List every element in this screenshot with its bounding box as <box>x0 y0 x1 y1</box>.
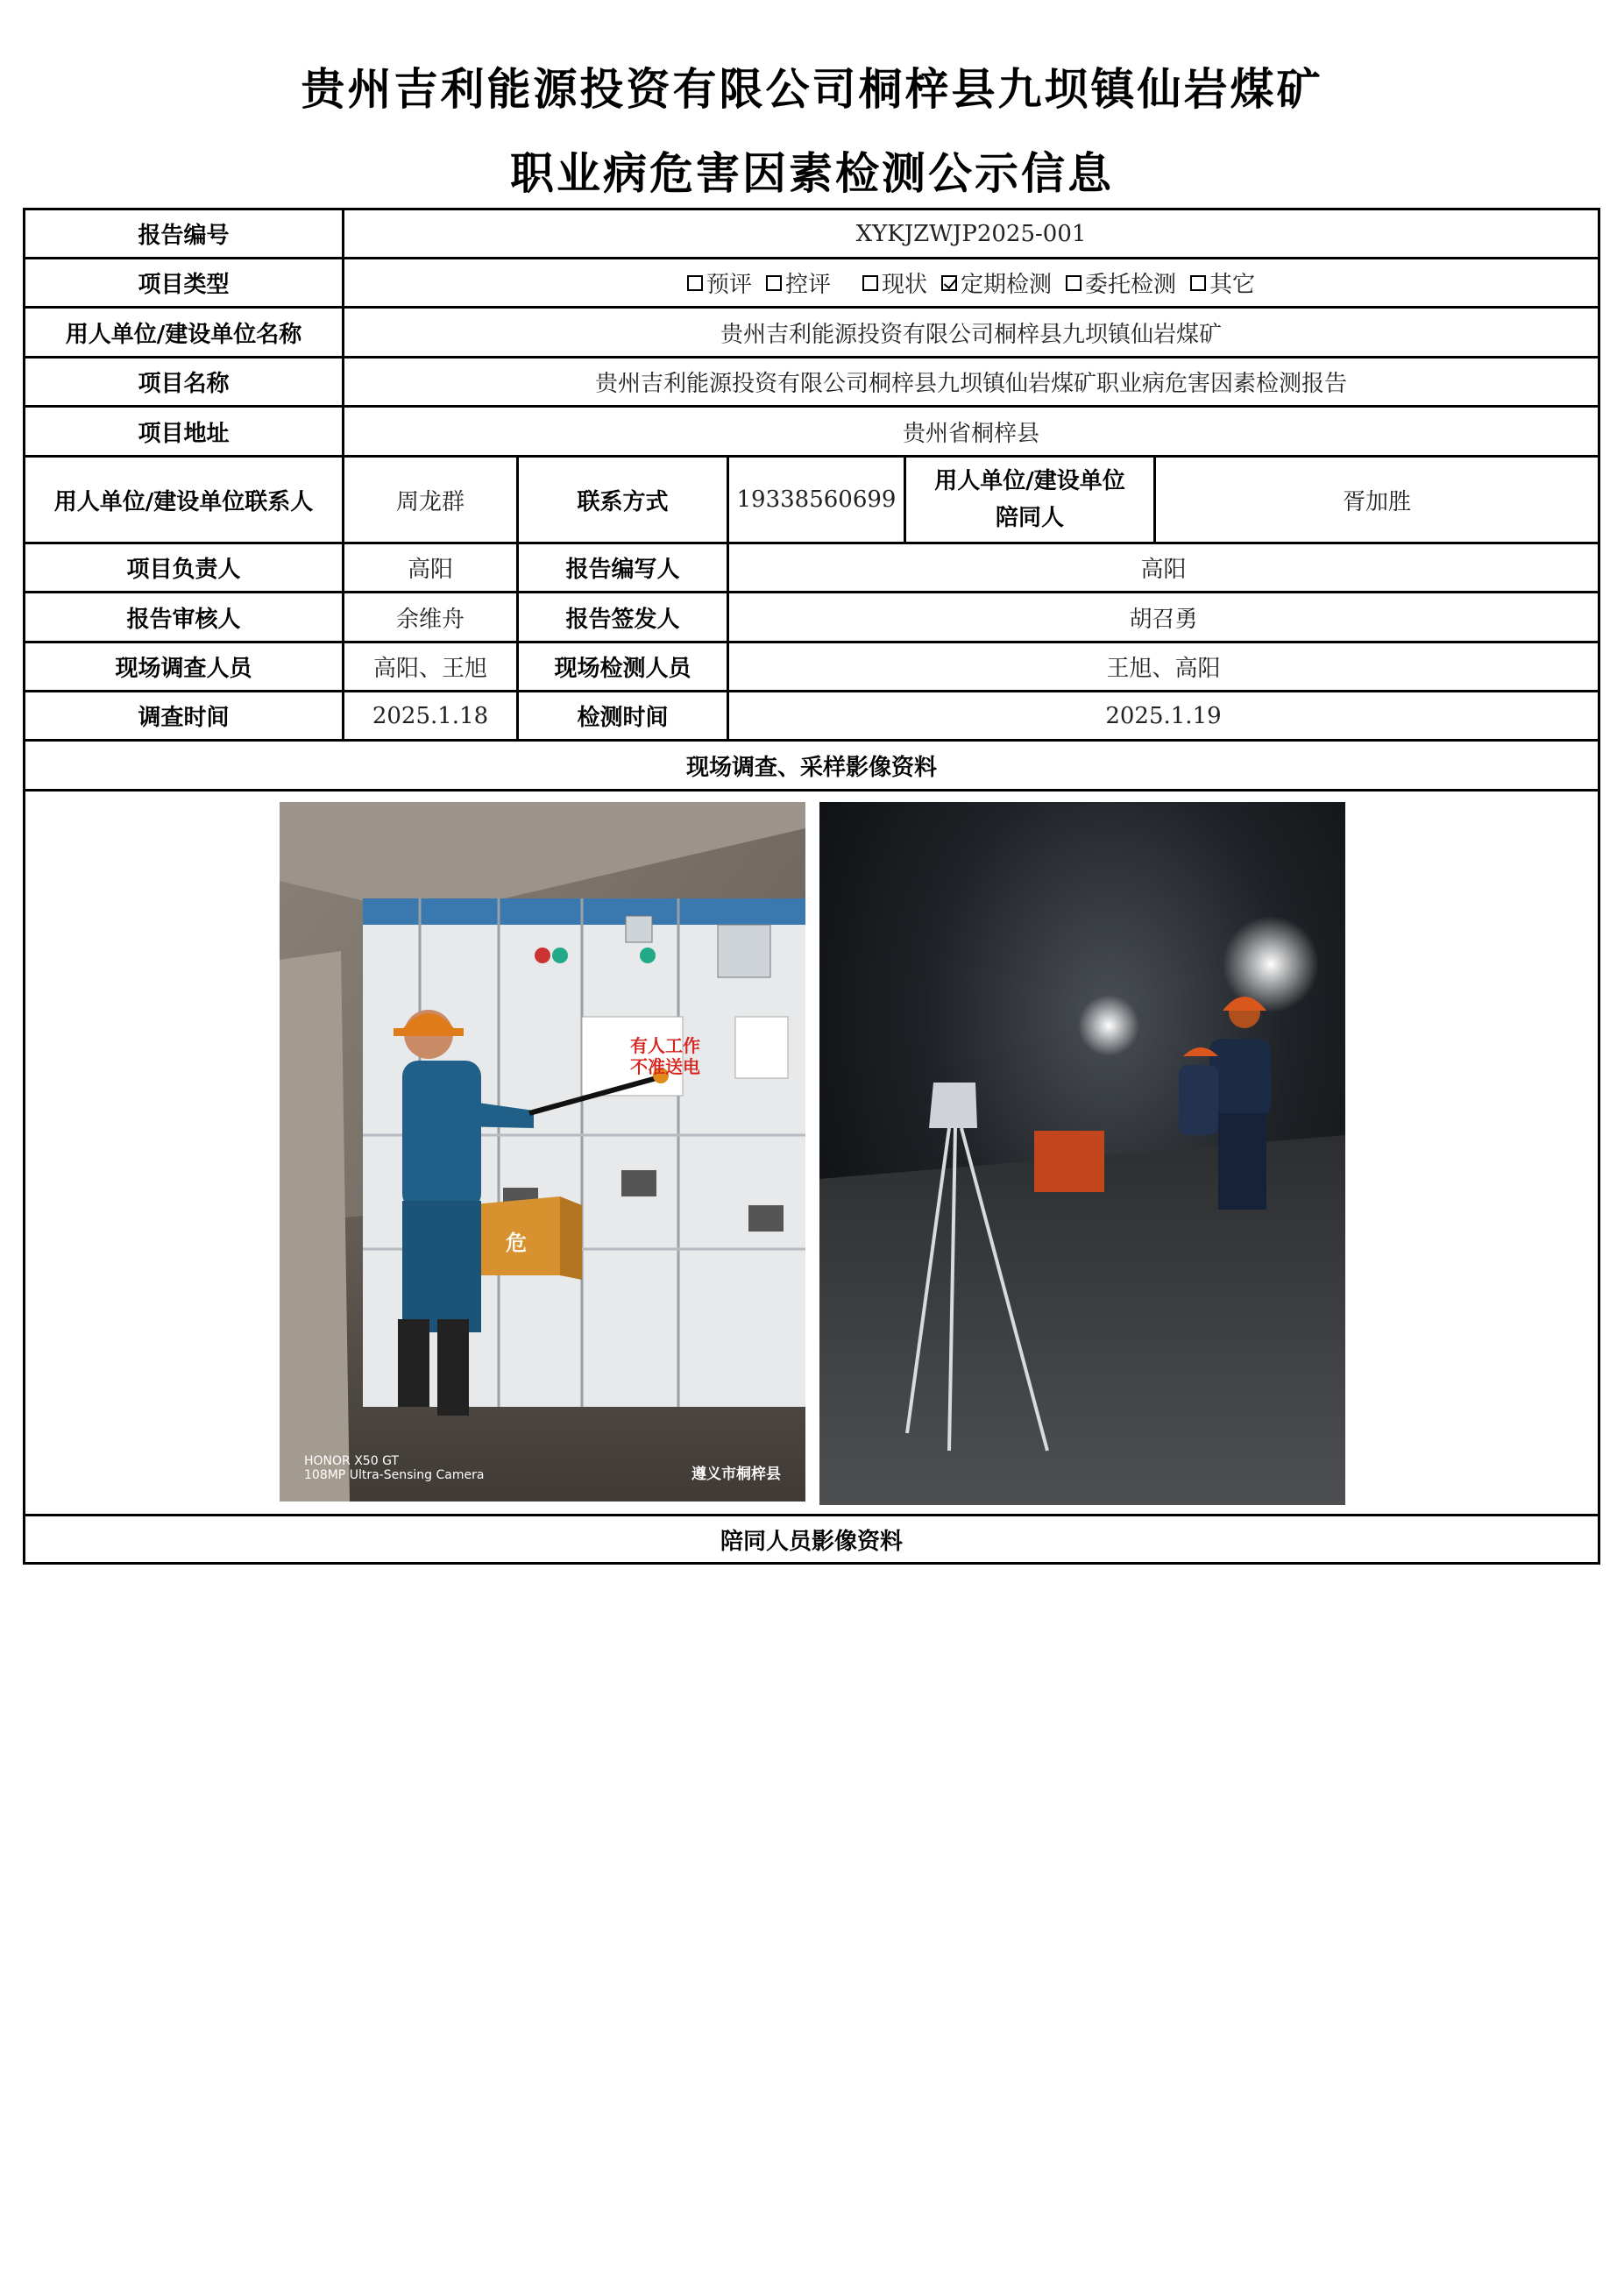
survey-staff-value: 高阳、王旭 <box>372 656 487 682</box>
document-subtitle: 职业病危害因素检测公示信息 <box>510 148 1114 199</box>
project-type-options <box>344 259 1598 306</box>
checkbox-icon <box>1190 275 1206 291</box>
companion-value: 胥加胜 <box>1342 488 1411 515</box>
contact-value: 周龙群 <box>395 488 465 515</box>
project-type-label: 项目类型 <box>138 272 230 298</box>
issuer-value: 胡召勇 <box>1129 606 1198 633</box>
test-date-label: 检测时间 <box>577 705 669 731</box>
report-no-value: XYKJZWJP2025-001 <box>855 220 1087 247</box>
companion-photos-section-title: 陪同人员影像资料 <box>720 1528 903 1555</box>
writer-label: 报告编写人 <box>565 557 680 583</box>
contact-label: 用人单位/建设单位联系人 <box>53 488 314 515</box>
option-control-assessment[interactable]: 控评 <box>766 266 831 299</box>
option-preassessment[interactable]: 预评 <box>687 266 752 299</box>
survey-date-value: 2025.1.18 <box>372 702 489 729</box>
project-address-label: 项目地址 <box>138 420 230 447</box>
survey-staff-label: 现场调查人员 <box>115 656 252 682</box>
project-name-label: 项目名称 <box>138 371 230 397</box>
project-name-value: 贵州吉利能源投资有限公司桐梓县九坝镇仙岩煤矿职业病危害因素检测报告 <box>594 371 1347 397</box>
photos-section-title: 现场调查、采样影像资料 <box>685 754 937 781</box>
warning-sign: 有人工作 不准送电 <box>630 1035 700 1077</box>
camera-watermark: HONOR X50 GT 108MP Ultra-Sensing Camera <box>304 1454 485 1482</box>
electrical-room-illustration <box>280 802 805 1502</box>
option-periodic-testing[interactable]: 定期检测 <box>941 266 1052 299</box>
phone-value: 19338560699 <box>736 486 897 513</box>
checked-checkbox-icon <box>941 275 957 291</box>
report-no-label: 报告编号 <box>138 223 230 249</box>
option-status[interactable]: 现状 <box>862 266 927 299</box>
photo-mine-tunnel <box>819 802 1345 1505</box>
survey-date-label: 调查时间 <box>138 705 230 731</box>
checkbox-icon <box>687 275 703 291</box>
reviewer-value: 余维舟 <box>395 606 465 633</box>
employer-value: 贵州吉利能源投资有限公司桐梓县九坝镇仙岩煤矿 <box>720 321 1222 348</box>
employer-label: 用人单位/建设单位名称 <box>65 321 302 348</box>
mine-tunnel-illustration <box>819 802 1345 1505</box>
option-commissioned-testing[interactable]: 委托检测 <box>1066 266 1176 299</box>
checkbox-icon <box>862 275 878 291</box>
testers-value: 王旭、高阳 <box>1106 656 1221 682</box>
option-other[interactable]: 其它 <box>1190 266 1255 299</box>
issuer-label: 报告签发人 <box>565 606 680 633</box>
reviewer-label: 报告审核人 <box>126 606 241 633</box>
photo-electrical-room <box>280 802 805 1502</box>
info-table <box>23 208 1600 1565</box>
writer-value: 高阳 <box>1140 557 1187 583</box>
test-date-value: 2025.1.19 <box>1105 702 1222 729</box>
document-title: 贵州吉利能源投资有限公司桐梓县九坝镇仙岩煤矿 <box>301 64 1323 115</box>
companion-label: 用人单位/建设单位 陪同人 <box>934 468 1125 531</box>
leader-label: 项目负责人 <box>126 557 241 583</box>
box-marking: 危 <box>506 1230 527 1255</box>
checkbox-icon <box>766 275 782 291</box>
testers-label: 现场检测人员 <box>554 656 691 682</box>
project-address-value: 贵州省桐梓县 <box>902 420 1039 447</box>
leader-value: 高阳 <box>407 557 453 583</box>
phone-label: 联系方式 <box>577 488 669 515</box>
checkbox-icon <box>1066 275 1081 291</box>
location-watermark: 遵义市桐梓县 <box>691 1466 781 1483</box>
